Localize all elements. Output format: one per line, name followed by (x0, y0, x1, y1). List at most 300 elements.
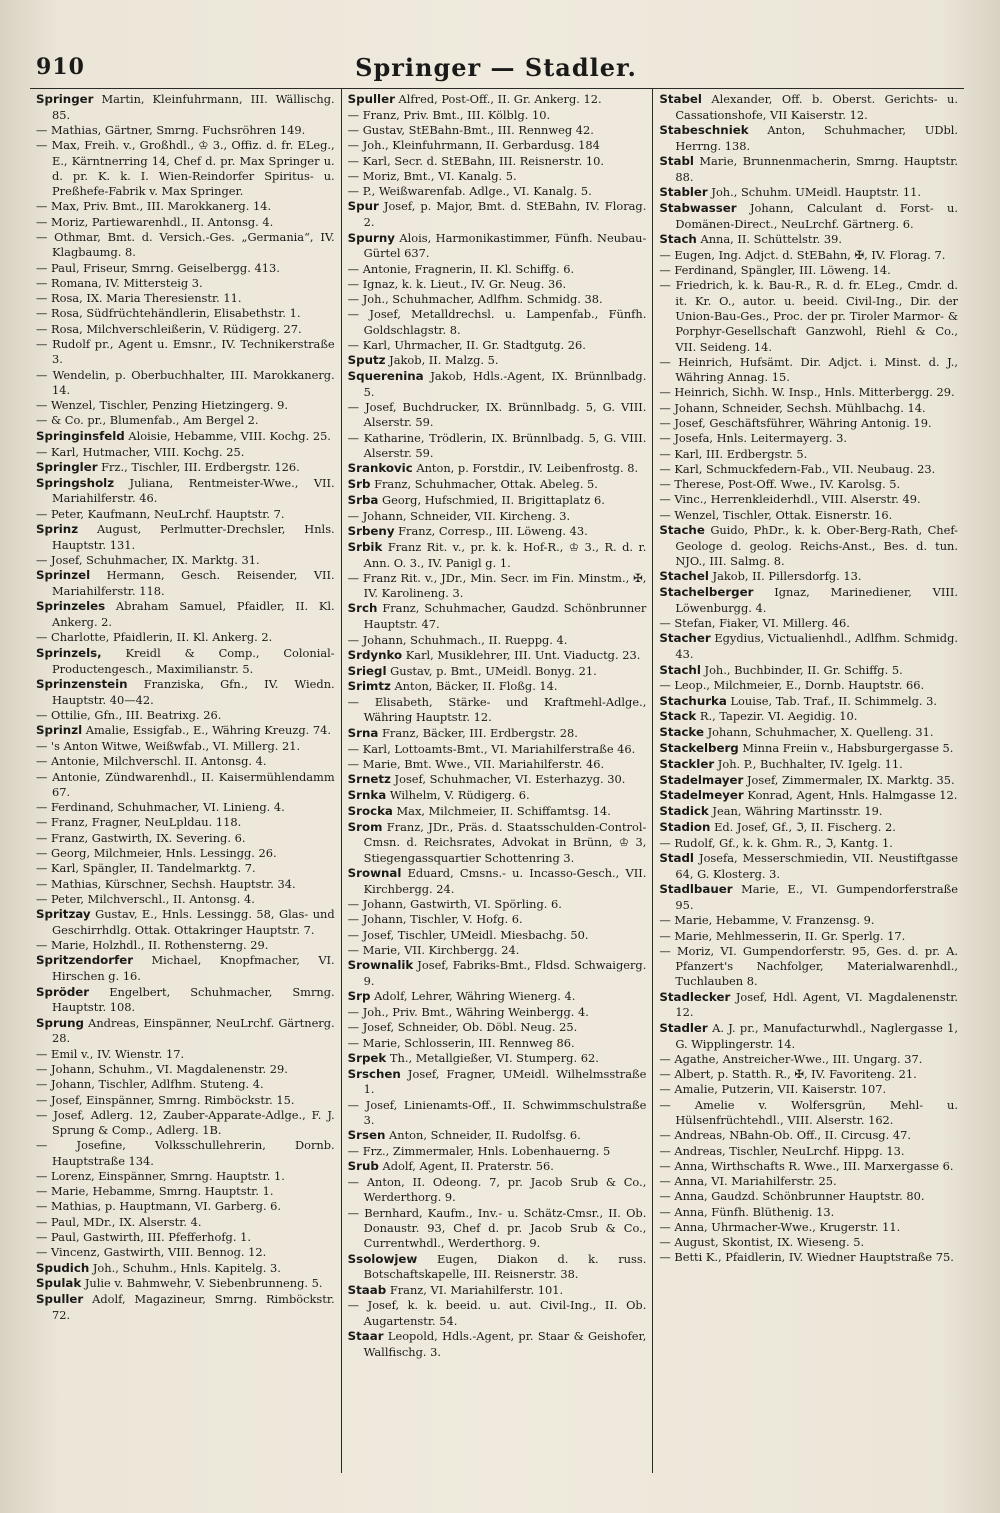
directory-entry (659, 585, 958, 616)
directory-entry (36, 770, 335, 801)
entry-text: Karl, Uhrmacher, II. Gr. Stadtgutg. 26. (362, 338, 586, 353)
continuation-dash: — (36, 1092, 52, 1107)
entry-text: Romana, IV. Mittersteig 3. (51, 275, 203, 290)
directory-entry (36, 398, 335, 413)
entry-text: Anna, Fünfh. Blüthenig. 13. (674, 1204, 835, 1219)
directory-entry (348, 262, 647, 277)
entry-text: Rosa, Südfrüchtehändlerin, Elisabethstr. 1. (51, 306, 301, 321)
continuation-dash: — (659, 1174, 675, 1189)
continuation-dash: — (659, 1189, 675, 1204)
surname: Stadlbauer (659, 882, 733, 897)
entry-text: Marie, Mehlmesserin, II. Gr. Sperlg. 17. (674, 928, 906, 943)
directory-entry (36, 646, 335, 677)
entry-text: Max, Priv. Bmt., III. Marokkanerg. 14. (51, 199, 272, 214)
surname: Spritzay (36, 907, 91, 922)
directory-entry (659, 123, 958, 154)
entry-text: Franziska, Gfn., IV. Wiedn. Hauptstr. 40—42. (52, 676, 335, 707)
continuation-dash: — (347, 912, 363, 927)
continuation-dash: — (659, 431, 675, 446)
entry-text: Franz, Corresp., III. Löweng. 43. (398, 524, 588, 538)
surname: Squerenina (347, 369, 424, 384)
directory-entry (36, 230, 335, 261)
continuation-dash: — (36, 138, 52, 153)
continuation-dash: — (347, 184, 363, 199)
entry-text: R., Tapezir. VI. Aegidig. 10. (699, 709, 858, 724)
directory-entry (36, 892, 335, 907)
directory-entry (36, 123, 335, 138)
entry-text: Paul, MDr., IX. Alserstr. 4. (51, 1214, 202, 1229)
directory-entry (36, 938, 335, 953)
directory-entry (659, 788, 958, 804)
directory-entry (36, 1261, 335, 1277)
entry-text: Rosa, IX. Maria Theresienstr. 11. (51, 291, 242, 306)
directory-entry (348, 540, 647, 571)
directory-entry (659, 477, 958, 492)
directory-entry (348, 400, 647, 431)
surname: Srocka (347, 803, 393, 818)
entry-text: Franz, Bäcker, III. Erdbergstr. 28. (381, 725, 578, 740)
entry-text: Ed. Josef, Gf., ℑ, II. Fischerg. 2. (714, 820, 896, 835)
surname: Srownal (347, 865, 402, 880)
entry-text: Lorenz, Einspänner, Smrng. Hauptstr. 1. (51, 1168, 285, 1183)
directory-entry (348, 292, 647, 307)
directory-entry (36, 413, 335, 428)
directory-entry (36, 739, 335, 754)
surname: Staab (347, 1282, 387, 1297)
surname: Stache (659, 522, 705, 537)
surname: Sprung (36, 1015, 84, 1030)
continuation-dash: — (347, 1097, 366, 1112)
directory-entry (659, 836, 958, 851)
directory-entry (36, 429, 335, 445)
entry-text: Moriz, VI. Gumpendorferstr. 95, Ges. d. pr. A. Pfanzert's Nachfolger, Materialwarenhdl., Tuchlauben 8. (675, 943, 959, 989)
entry-text: Anna, VI. Mariahilferstr. 25. (674, 1174, 837, 1189)
surname: Srimtz (347, 679, 391, 694)
continuation-dash: — (347, 138, 363, 153)
entry-text: Abraham Samuel, Pfaidler, II. Kl. Ankerg. 2. (52, 599, 335, 630)
surname: Sprinzeles (36, 599, 106, 614)
directory-entry (36, 877, 335, 892)
entry-text: Franz, Priv. Bmt., III. Kölblg. 10. (362, 107, 551, 122)
continuation-dash: — (659, 263, 675, 278)
surname: Spuller (347, 92, 395, 106)
continuation-dash: — (659, 1067, 675, 1082)
directory-entry (348, 1283, 647, 1299)
entry-text: Karl, Secr. d. StEBahn, III. Reisnerstr. 10. (362, 153, 605, 168)
continuation-dash: — (36, 230, 55, 245)
surname: Stabel (659, 92, 702, 106)
entry-text: Jakob, II. Pillersdorfg. 13. (712, 569, 862, 584)
directory-entry (348, 571, 647, 602)
entry-text: Johann, Schneider, Sechsh. Mühlbachg. 14. (674, 400, 926, 415)
continuation-dash: — (659, 1250, 675, 1265)
entry-text: Karl, III. Erdbergstr. 5. (674, 446, 808, 461)
continuation-dash: — (347, 168, 363, 183)
entry-text: Andreas, Einspänner, NeuLrchf. Gärtnerg. 28. (52, 1015, 335, 1046)
directory-entry (659, 447, 958, 462)
entry-text: Rosa, Milchverschleißerin, V. Rüdigerg. 27. (51, 321, 302, 336)
continuation-dash: — (347, 927, 363, 942)
entry-text: Mathias, p. Hauptmann, VI. Garberg. 6. (51, 1199, 282, 1214)
continuation-dash: — (36, 738, 52, 753)
surname: Sprinzenstein (36, 676, 128, 691)
entry-text: Karl, Lottoamts-Bmt., VI. Mariahilferstraße 46. (362, 741, 636, 756)
entry-text: Antonie, Fragnerin, II. Kl. Schiffg. 6. (362, 261, 575, 276)
directory-entry (36, 1169, 335, 1184)
entry-text: Josef, Schuhmacher, VI. Esterhazyg. 30. (394, 772, 626, 787)
directory-entry (659, 278, 958, 354)
entry-text: Martin, Kleinfuhrmann, III. Wällischg. 85. (52, 92, 335, 122)
surname: Srub (347, 1159, 379, 1174)
directory-entry (348, 820, 647, 866)
continuation-dash: — (659, 477, 675, 492)
directory-entry (348, 307, 647, 338)
continuation-dash: — (347, 292, 363, 307)
entry-text: Frz., Zimmermaler, Hnls. Lobenhauerng. 5 (362, 1144, 611, 1159)
directory-entry (348, 169, 647, 184)
entry-text: Josef, p. Major, Bmt. d. StEBahn, IV. Florag. 2. (363, 199, 647, 230)
directory-entry (348, 108, 647, 123)
entry-text: Frz., Tischler, III. Erdbergstr. 126. (101, 459, 300, 474)
entry-text: Johann, Schuhm., VI. Magdalenenstr. 29. (51, 1061, 288, 1076)
page-number: 910 (36, 54, 85, 80)
continuation-dash: — (36, 815, 52, 830)
entry-text: Anton, Schneider, II. Rudolfsg. 6. (389, 1128, 581, 1143)
continuation-dash: — (659, 247, 675, 262)
directory-entry (36, 1276, 335, 1292)
surname: Stackelberg (659, 741, 739, 756)
surname: Srpek (347, 1050, 387, 1065)
directory-entry (36, 1093, 335, 1108)
entry-text: Heinrich, Sichh. W. Insp., Hnls. Mitterbergg. 29. (674, 385, 955, 400)
entry-text: Rudolf pr., Agent u. Emsnr., IV. Technikerstraße 3. (52, 337, 335, 367)
surname: Srbeny (347, 524, 395, 538)
entry-text: Franz, Schuhmacher, Gaudzd. Schönbrunner Hauptstr. 47. (363, 601, 647, 632)
entry-text: Wenzel, Tischler, Ottak. Eisnerstr. 16. (674, 507, 893, 522)
continuation-dash: — (347, 430, 364, 445)
directory-entry (36, 1108, 335, 1139)
surname: Stachel (659, 569, 709, 584)
directory-entry (348, 338, 647, 353)
directory-entry (659, 1067, 958, 1082)
directory-entry (659, 416, 958, 431)
continuation-dash: — (659, 446, 675, 461)
surname: Stadler (659, 1020, 708, 1035)
continuation-dash: — (36, 769, 53, 784)
entry-text: Amalie, Essigfab., E., Währing Kreuzg. 74. (85, 723, 331, 738)
entry-text: Max, Milchmeier, II. Schiffamtsg. 14. (396, 803, 611, 818)
directory-entry (36, 907, 335, 938)
entry-text: Josef, Zimmermaler, IX. Marktg. 35. (746, 772, 955, 787)
surname: Srdynko (347, 647, 403, 662)
continuation-dash: — (347, 123, 363, 138)
continuation-dash: — (347, 338, 363, 353)
entry-text: Emil v., IV. Wienstr. 17. (51, 1046, 185, 1061)
directory-entry (36, 1062, 335, 1077)
surname: Springinsfeld (36, 428, 125, 443)
surname: Stabwasser (659, 201, 737, 216)
entry-text: Joh., Kleinfuhrmann, II. Gerbardusg. 184 (362, 138, 600, 153)
continuation-dash: — (347, 1020, 363, 1035)
directory-columns (30, 88, 964, 1473)
continuation-dash: — (347, 756, 363, 771)
entry-text: Paul, Gastwirth, III. Pfefferhofg. 1. (51, 1230, 251, 1245)
entry-text: Jean, Währing Martinsstr. 19. (712, 804, 883, 819)
entry-text: Anton, II. Odeong. 7, pr. Jacob Srub & Co., Werderthorg. 9. (363, 1175, 647, 1205)
continuation-dash: — (36, 845, 52, 860)
surname: Stadelmayer (659, 772, 744, 787)
directory-entry (348, 138, 647, 153)
entry-text: Hermann, Gesch. Reisender, VII. Mariahilferstr. 118. (52, 568, 335, 599)
entry-text: Moriz, Bmt., VI. Kanalg. 5. (362, 168, 517, 183)
entry-text: Andreas, NBahn-Ob. Off., II. Circusg. 47. (674, 1128, 911, 1143)
continuation-dash: — (659, 1097, 695, 1112)
entry-text: Rudolf, Gf., k. k. Ghm. R., ℑ, Kantg. 1. (674, 835, 893, 850)
entry-text: Agathe, Anstreicher-Wwe., III. Ungarg. 37. (674, 1051, 923, 1066)
entry-text: Amelie v. Wolfersgrün, Mehl- u. Hülsenfrüchtehdl., VIII. Alserstr. 162. (675, 1097, 959, 1127)
directory-entry (659, 523, 958, 569)
directory-entry (348, 633, 647, 648)
entry-text: Josef, Metalldrechsl. u. Lampenfab., Fünfh. Goldschlagstr. 8. (363, 307, 647, 337)
surname: Stabeschniek (659, 123, 749, 138)
directory-entry (348, 369, 647, 400)
entry-text: Konrad, Agent, Hnls. Halmgasse 12. (747, 788, 958, 803)
continuation-dash: — (36, 199, 52, 214)
entry-text: Georg, Milchmeier, Hnls. Lessingg. 26. (51, 845, 277, 860)
directory-entry (659, 741, 958, 757)
entry-text: Marie, Holzhdl., II. Rothensterng. 29. (51, 938, 269, 953)
entry-text: Eugen, Ing. Adjct. d. StEBahn, ✠, IV. Florag. 7. (674, 247, 946, 262)
directory-entry (659, 694, 958, 710)
surname: Spur (347, 199, 379, 214)
continuation-dash: — (36, 1138, 77, 1153)
entry-text: Minna Freiin v., Habsburgergasse 5. (742, 741, 954, 756)
entry-text: Vincenz, Gastwirth, VIII. Bennog. 12. (51, 1245, 267, 1260)
directory-entry (348, 897, 647, 912)
entry-text: Joh., Priv. Bmt., Währing Weinbergg. 4. (362, 1004, 589, 1019)
entry-text: Karl, Schmuckfedern-Fab., VII. Neubaug. 23. (674, 461, 936, 476)
directory-entry (348, 928, 647, 943)
directory-entry (36, 800, 335, 815)
entry-text: & Co. pr., Blumenfab., Am Bergel 2. (51, 413, 259, 428)
continuation-dash: — (36, 306, 52, 321)
directory-entry (36, 754, 335, 769)
directory-entry (36, 92, 335, 123)
entry-text: Adolf, Agent, II. Praterstr. 56. (382, 1159, 554, 1174)
directory-entry (348, 695, 647, 726)
surname: Stack (659, 709, 697, 724)
entry-text: Alexander, Off. b. Oberst. Gerichts- u. Cassationshofe, VII Kaiserstr. 12. (675, 92, 959, 122)
directory-entry (348, 1005, 647, 1020)
directory-entry (659, 462, 958, 477)
entry-text: Josefa, Messerschmiedin, VII. Neustiftgasse 64, G. Klosterg. 3. (675, 851, 959, 881)
entry-text: Betti K., Pfaidlerin, IV. Wiedner Hauptstraße 75. (674, 1250, 954, 1265)
entry-text: Albert, p. Statth. R., ✠, IV. Favoriteng. 21. (674, 1067, 917, 1082)
entry-text: Josef, Fragner, UMeidl. Wilhelmsstraße 1. (363, 1066, 647, 1097)
entry-text: Anna, Uhrmacher-Wwe., Krugerstr. 11. (674, 1219, 901, 1234)
continuation-dash: — (36, 1245, 52, 1260)
directory-entry (659, 631, 958, 662)
entry-text: Alois, Harmonikastimmer, Fünfh. Neubau-Gürtel 637. (363, 230, 647, 261)
directory-entry (348, 461, 647, 477)
surname: Stadl (659, 851, 694, 866)
surname: Spurny (347, 230, 395, 245)
directory-entry (348, 353, 647, 369)
entry-text: Peter, Kaufmann, NeuLrchf. Hauptstr. 7. (51, 506, 285, 521)
directory-entry (659, 929, 958, 944)
continuation-dash: — (36, 630, 52, 645)
continuation-dash: — (347, 741, 363, 756)
entry-text: Ferdinand, Schuhmacher, VI. Linieng. 4. (51, 800, 285, 815)
directory-entry (36, 953, 335, 984)
entry-text: Ignaz, Marinediener, VIII. Löwenburgg. 4. (675, 585, 959, 615)
directory-entry (36, 522, 335, 553)
entry-text: Georg, Hufschmied, II. Brigittaplatz 6. (382, 492, 605, 507)
entry-text: Franz, Schuhmacher, Ottak. Abeleg. 5. (374, 477, 598, 492)
entry-text: Leop., Milchmeier, E., Dornb. Hauptstr. 66. (674, 678, 925, 693)
surname: Srsen (347, 1128, 386, 1143)
continuation-dash: — (36, 337, 53, 352)
directory-entry (659, 1098, 958, 1129)
column-1 (30, 89, 341, 1473)
directory-entry (36, 723, 335, 739)
directory-entry (36, 261, 335, 276)
surname: Stachurka (659, 693, 727, 708)
continuation-dash: — (347, 107, 363, 122)
directory-entry (659, 92, 958, 123)
directory-entry (659, 616, 958, 631)
entry-text: Charlotte, Pfaidlerin, II. Kl. Ankerg. 2. (51, 630, 273, 645)
directory-entry (36, 368, 335, 399)
continuation-dash: — (36, 1168, 52, 1183)
entry-text: Friedrich, k. k. Bau-R., R. d. fr. ELeg., Cmdr. d. it. Kr. O., autor. u. beeid. Civil-Ing., Dir. der Union-Bau-Ges., Proc. der pr. Tiroler Marmor- & Porphyr-Gesellschaft Ganzwohl, Riehl & Co., VII. Seideng. 14. (675, 278, 959, 354)
directory-entry (659, 154, 958, 185)
directory-entry (348, 1067, 647, 1098)
directory-entry (348, 431, 647, 462)
directory-entry (348, 757, 647, 772)
entry-text: Josefa, Hnls. Leitermayerg. 3. (674, 431, 847, 446)
directory-entry (348, 788, 647, 804)
surname: Stadlecker (659, 989, 731, 1004)
directory-entry (348, 1206, 647, 1252)
directory-entry (348, 92, 647, 108)
directory-entry (348, 679, 647, 695)
page-header (32, 50, 960, 84)
directory-entry (348, 154, 647, 169)
surname: Srschen (347, 1066, 401, 1081)
entry-text: Karl, Hutmacher, VIII. Kochg. 25. (51, 444, 245, 459)
entry-text: Marie, VII. Kirchbergg. 24. (362, 942, 520, 957)
surname: Springer (36, 92, 94, 106)
directory-entry (36, 1138, 335, 1169)
surname: Sprinzel (36, 568, 91, 583)
continuation-dash: — (347, 570, 364, 585)
entry-text: Mathias, Gärtner, Smrng. Fuchsröhren 149. (51, 123, 306, 138)
directory-entry (36, 1047, 335, 1062)
directory-entry (348, 601, 647, 632)
entry-text: Antonie, Zündwarenhdl., II. Kaisermühlendamm 67. (52, 769, 335, 799)
directory-entry (659, 431, 958, 446)
directory-entry (348, 772, 647, 788)
surname: Stach (659, 232, 697, 247)
column-2 (341, 89, 653, 1473)
directory-entry (659, 1250, 958, 1265)
surname: Sputz (347, 353, 386, 368)
entry-text: Katharine, Trödlerin, IX. Brünnlbadg. 5, G. VIII. Alserstr. 59. (363, 430, 647, 461)
surname: Staar (347, 1328, 384, 1343)
entry-text: Ignaz, k. k. Lieut., IV. Gr. Neug. 36. (362, 276, 567, 291)
entry-text: Elisabeth, Stärke- und Kraftmehl-Adlge., Währing Hauptstr. 12. (363, 695, 647, 725)
directory-entry (348, 726, 647, 742)
directory-entry (659, 663, 958, 679)
continuation-dash: — (36, 830, 52, 845)
continuation-dash: — (347, 1004, 363, 1019)
column-3 (652, 89, 964, 1473)
directory-entry (36, 476, 335, 507)
continuation-dash: — (36, 707, 52, 722)
surname: Sprinzels, (36, 645, 102, 660)
continuation-dash: — (36, 938, 52, 953)
entry-text: Josef, Einspänner, Smrng. Rimböckstr. 15. (51, 1092, 295, 1107)
directory-entry (348, 1098, 647, 1129)
entry-text: Josef, Tischler, UMeidl. Miesbachg. 50. (362, 927, 589, 942)
entry-text: Antonie, Milchverschl. II. Antonsg. 4. (51, 754, 267, 769)
entry-text: Vinc., Herrenkleiderhdl., VIII. Alserstr. 49. (674, 492, 921, 507)
surname: Stadick (659, 804, 709, 819)
directory-entry (36, 199, 335, 214)
entry-text: Amalie, Putzerin, VII. Kaiserstr. 107. (674, 1082, 887, 1097)
continuation-dash: — (36, 754, 52, 769)
directory-entry (659, 355, 958, 386)
directory-entry (348, 123, 647, 138)
directory-entry (36, 985, 335, 1016)
surname: Stadelmeyer (659, 788, 744, 803)
continuation-dash: — (36, 1107, 54, 1122)
directory-entry (348, 1128, 647, 1144)
continuation-dash: — (659, 416, 675, 430)
directory-entry (36, 276, 335, 291)
continuation-dash: — (36, 1199, 52, 1214)
continuation-dash: — (347, 261, 363, 276)
directory-entry (659, 1220, 958, 1235)
entry-text: Ottilie, Gfn., III. Beatrixg. 26. (51, 707, 222, 722)
entry-text: Anna, Wirthschafts R. Wwe., III. Marxergasse 6. (674, 1158, 954, 1173)
continuation-dash: — (347, 695, 375, 710)
continuation-dash: — (36, 506, 52, 521)
continuation-dash: — (36, 367, 53, 382)
continuation-dash: — (659, 616, 675, 631)
continuation-dash: — (659, 385, 675, 400)
continuation-dash: — (36, 1230, 52, 1245)
entry-text: Alfred, Post-Off., II. Gr. Ankerg. 12. (398, 92, 602, 106)
entry-text: Max, Freih. v., Großhdl., ♔ 3., Offiz. d. fr. ELeg., E., Kärntnerring 14, Chef d. pr. Max Springer u. d. pr. K. k. I. Wien-Reindorfer Spiritus- u. Preßhefe-Fabrik v. Max Springer. (51, 138, 335, 199)
entry-text: P., Weißwarenfab. Adlge., VI. Kanalg. 5. (362, 184, 592, 199)
directory-entry (659, 678, 958, 693)
directory-entry (348, 1298, 647, 1329)
surname: Spröder (36, 984, 90, 999)
directory-entry (36, 460, 335, 476)
continuation-dash: — (659, 1051, 675, 1066)
directory-entry (348, 524, 647, 540)
directory-entry (659, 1052, 958, 1067)
surname: Srownalik (347, 958, 414, 973)
continuation-dash: — (347, 896, 363, 911)
entry-text: Franz Rit. v., pr. k. k. Hof-R., ♔ 3., R. d. r. Ann. O. 3., IV. Panigl g. 1. (363, 539, 647, 570)
entry-text: Josef, Schneider, Ob. Döbl. Neug. 25. (362, 1020, 578, 1035)
directory-entry (36, 138, 335, 199)
surname: Stabl (659, 154, 694, 169)
continuation-dash: — (36, 398, 52, 413)
